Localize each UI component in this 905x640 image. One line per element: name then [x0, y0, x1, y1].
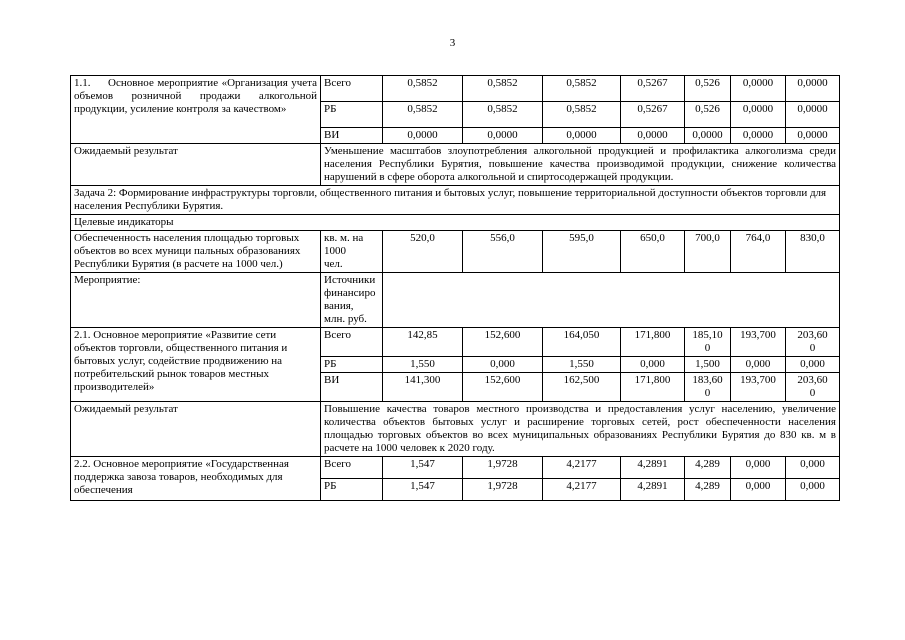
- value-cell: 4,289: [685, 479, 731, 501]
- funding-source: Всего: [321, 457, 383, 479]
- value-cell: 164,050: [543, 328, 621, 357]
- value-cell: 0,0000: [621, 128, 685, 144]
- value-cell: 203,60 0: [786, 328, 840, 357]
- measure-title: 1.1. Основное мероприятие «Организация учета объемов розничной продажи алкогольной продукции, усиление контроля за качеством»: [71, 76, 321, 144]
- value-cell: 0,0000: [731, 102, 786, 128]
- measure-label: Мероприятие:: [71, 273, 321, 328]
- funding-source: Всего: [321, 76, 383, 102]
- empty-cell: [383, 273, 840, 328]
- funding-sources-label: Источники финансиро вания, млн. руб.: [321, 273, 383, 328]
- value-cell: 0,5267: [621, 102, 685, 128]
- indicators-header: Целевые индикаторы: [71, 215, 840, 231]
- value-cell: 650,0: [621, 231, 685, 273]
- value-cell: 0,000: [786, 457, 840, 479]
- value-cell: 0,0000: [786, 128, 840, 144]
- value-cell: 152,600: [463, 328, 543, 357]
- expected-result-label: Ожидаемый результат: [71, 144, 321, 186]
- value-cell: 4,2891: [621, 479, 685, 501]
- task-heading: Задача 2: Формирование инфраструктуры торговли, общественного питания и бытовых услуг, повышение территориальной доступности объектов торговли для населения Республики Бурятия.: [71, 186, 840, 215]
- table-row: [71, 402, 840, 457]
- value-cell: 1,547: [383, 479, 463, 501]
- value-cell: 0,5267: [621, 76, 685, 102]
- value-cell: 1,9728: [463, 479, 543, 501]
- measure-title: 2.2. Основное мероприятие «Государственная поддержка завоза товаров, необходимых для обеспечения: [71, 457, 321, 501]
- value-cell: 193,700: [731, 373, 786, 402]
- table-row: [71, 186, 840, 215]
- table-row: [71, 273, 840, 328]
- table-row: [71, 231, 840, 273]
- indicator-name: Обеспеченность населения площадью торговых объектов во всех муници пальных образованиях Республики Бурятия (в расчете на 1000 чел.): [71, 231, 321, 273]
- value-cell: 1,9728: [463, 457, 543, 479]
- value-cell: 193,700: [731, 328, 786, 357]
- funding-source: РБ: [321, 479, 383, 501]
- value-cell: 595,0: [543, 231, 621, 273]
- value-cell: 0,0000: [731, 128, 786, 144]
- value-cell: 520,0: [383, 231, 463, 273]
- value-cell: 0,5852: [543, 76, 621, 102]
- value-cell: 0,000: [786, 479, 840, 501]
- program-table: [70, 75, 840, 501]
- value-cell: 1,500: [685, 357, 731, 373]
- funding-source: ВИ: [321, 128, 383, 144]
- expected-result-label: Ожидаемый результат: [71, 402, 321, 457]
- value-cell: 0,5852: [383, 102, 463, 128]
- value-cell: 0,0000: [786, 76, 840, 102]
- value-cell: 0,526: [685, 76, 731, 102]
- value-cell: 1,550: [383, 357, 463, 373]
- value-cell: 0,000: [463, 357, 543, 373]
- funding-source: РБ: [321, 102, 383, 128]
- funding-source: Всего: [321, 328, 383, 357]
- value-cell: 0,000: [731, 457, 786, 479]
- value-cell: 556,0: [463, 231, 543, 273]
- value-cell: 4,2177: [543, 457, 621, 479]
- value-cell: 0,000: [621, 357, 685, 373]
- value-cell: 0,5852: [463, 76, 543, 102]
- value-cell: 0,5852: [543, 102, 621, 128]
- value-cell: 162,500: [543, 373, 621, 402]
- value-cell: 185,10 0: [685, 328, 731, 357]
- value-cell: 700,0: [685, 231, 731, 273]
- value-cell: 0,0000: [685, 128, 731, 144]
- value-cell: 183,60 0: [685, 373, 731, 402]
- value-cell: 0,000: [731, 479, 786, 501]
- table-row: [71, 215, 840, 231]
- value-cell: 0,5852: [463, 102, 543, 128]
- table-row: [71, 457, 840, 479]
- value-cell: 0,0000: [383, 128, 463, 144]
- expected-result-text: Уменьшение масштабов злоупотребления алкогольной продукцией и профилактика алкоголизма среди населения Республики Бурятия, повышение качества производимой продукции, снижение количества нарушений в сфере оборота алкогольной и спиртосодержащей продукции.: [321, 144, 840, 186]
- value-cell: 764,0: [731, 231, 786, 273]
- value-cell: 1,550: [543, 357, 621, 373]
- value-cell: 4,2891: [621, 457, 685, 479]
- value-cell: 203,60 0: [786, 373, 840, 402]
- value-cell: 4,2177: [543, 479, 621, 501]
- page-number: 3: [449, 37, 456, 49]
- value-cell: 171,800: [621, 373, 685, 402]
- value-cell: 830,0: [786, 231, 840, 273]
- funding-source: РБ: [321, 357, 383, 373]
- value-cell: 0,000: [786, 357, 840, 373]
- value-cell: 0,0000: [786, 102, 840, 128]
- value-cell: 1,547: [383, 457, 463, 479]
- value-cell: 0,0000: [543, 128, 621, 144]
- value-cell: 152,600: [463, 373, 543, 402]
- funding-source: ВИ: [321, 373, 383, 402]
- value-cell: 4,289: [685, 457, 731, 479]
- value-cell: 141,300: [383, 373, 463, 402]
- expected-result-text: Повышение качества товаров местного производства и предоставления услуг населению, увеличение количества объектов бытовых услуг и расширение торговых сетей, рост обеспеченности населения площадью торговых объектов во всех муниципальных образованиях Республики Бурятия до 830 кв. м в расчете на 1000 человек к 2020 году.: [321, 402, 840, 457]
- indicator-unit: кв. м. на 1000 чел.: [321, 231, 383, 273]
- value-cell: 0,0000: [731, 76, 786, 102]
- measure-title: 2.1. Основное мероприятие «Развитие сети объектов торговли, общественного питания и бытовых услуг, содействие продвижению на потребительский рынок товаров местных производителей»: [71, 328, 321, 402]
- table-row: [71, 144, 840, 186]
- table-row: [71, 76, 840, 102]
- value-cell: 0,000: [731, 357, 786, 373]
- value-cell: 142,85: [383, 328, 463, 357]
- value-cell: 0,0000: [463, 128, 543, 144]
- value-cell: 0,5852: [383, 76, 463, 102]
- value-cell: 0,526: [685, 102, 731, 128]
- table-row: [71, 328, 840, 357]
- value-cell: 171,800: [621, 328, 685, 357]
